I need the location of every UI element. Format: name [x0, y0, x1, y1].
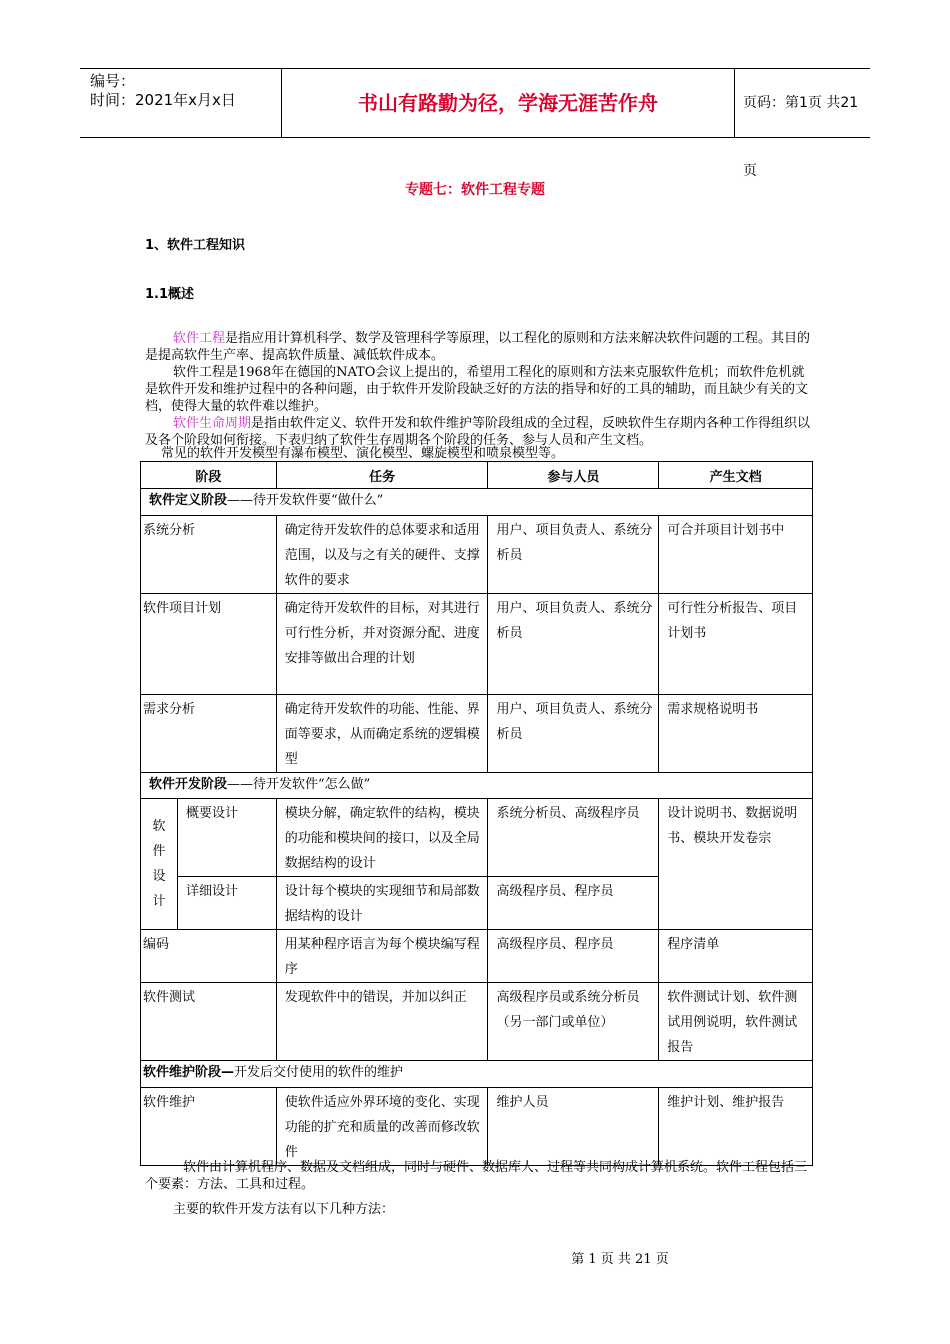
term-software-lifecycle: 软件生命周期	[173, 416, 252, 431]
cell-people: 用户、项目负责人、系统分析员	[488, 516, 659, 594]
table-section-row	[141, 773, 813, 799]
table-row	[141, 1088, 813, 1166]
cell-stage: 概要设计	[177, 799, 276, 877]
cell-docs: 设计说明书、数据说明书、模块开发卷宗	[659, 799, 813, 930]
table-row	[141, 983, 813, 1061]
cell-task: 模块分解，确定软件的结构，模块的功能和模块间的接口，以及全局数据结构的设计	[276, 799, 488, 877]
cell-docs: 维护计划、维护报告	[659, 1088, 813, 1166]
header-number: 编号：	[90, 72, 136, 90]
cell-task: 确定待开发软件的目标，对其进行可行性分析，并对资源分配、进度安排等做出合理的计划	[276, 594, 488, 695]
header-time: 时间：2021年x月x日	[90, 91, 236, 109]
header-meta	[80, 69, 282, 137]
cell-task: 使软件适应外界环境的变化、实现功能的扩充和质量的改善而修改软件	[276, 1088, 488, 1166]
header-motto: 书山有路勤为径，学海无涯苦作舟	[282, 69, 735, 137]
cell-task: 用某种程序语言为每个模块编写程序	[276, 930, 488, 983]
table-row	[141, 594, 813, 695]
page-footer: 第 1 页 共 21 页	[571, 1252, 669, 1267]
cell-people: 用户、项目负责人、系统分析员	[488, 695, 659, 773]
table-section-row	[141, 1061, 813, 1088]
section-label: 软件定义阶段	[149, 493, 228, 508]
design-group-char: 件	[152, 844, 166, 859]
table-row	[141, 695, 813, 773]
design-group-char: 计	[152, 894, 166, 909]
term-software-engineering: 软件工程	[173, 331, 226, 346]
table-section-row	[141, 489, 813, 516]
table-row	[141, 516, 813, 594]
page-header	[80, 68, 870, 179]
section-heading-1: 1、软件工程知识	[145, 238, 246, 253]
cell-docs: 可行性分析报告、项目计划书	[659, 594, 813, 695]
paragraph-definition	[145, 330, 815, 364]
design-group-char: 软	[152, 819, 166, 834]
section-development	[141, 773, 813, 799]
cell-stage: 详细设计	[177, 877, 276, 930]
paragraph-methods-intro: 主要的软件开发方法有以下几种方法：	[173, 1202, 395, 1217]
document-title: 专题七：软件工程专题	[405, 182, 545, 198]
section-label: 软件开发阶段	[149, 777, 228, 792]
col-header-task: 任务	[276, 462, 488, 489]
cell-docs: 程序清单	[659, 930, 813, 983]
cell-people: 用户、项目负责人、系统分析员	[488, 594, 659, 695]
cell-stage: 软件项目计划	[141, 594, 277, 695]
design-group-char: 设	[152, 869, 166, 884]
section-definition	[141, 489, 813, 516]
paragraph-text: 是指应用计算机科学、数学及管理科学等原理，以工程化的原则和方法来解决软件问题的工程。其目的是提高软件生产率、提高软件质量、减低软件成本。	[145, 331, 811, 363]
table-row	[141, 930, 813, 983]
section-label: 软件维护阶段—	[143, 1065, 235, 1080]
cell-people: 高级程序员或系统分析员（另一部门或单位）	[488, 983, 659, 1061]
paragraph-models: 常见的软件开发模型有瀑布模型、演化模型、螺旋模型和喷泉模型等。	[161, 446, 565, 461]
paragraph-composition: 软件由计算机程序、数据及文档组成，同时与硬件、数据库人、过程等共同构成计算机系统。软件工程包括三个要素：方法、工具和过程。	[145, 1160, 808, 1192]
cell-stage: 软件测试	[141, 983, 277, 1061]
col-header-people: 参与人员	[488, 462, 659, 489]
section-desc: 开发后交付使用的软件的维护	[234, 1065, 404, 1080]
cell-stage: 软件维护	[141, 1088, 277, 1166]
col-header-docs: 产生文档	[659, 462, 813, 489]
section-maintenance	[141, 1061, 813, 1088]
cell-docs: 软件测试计划、软件测试用例说明，软件测试报告	[659, 983, 813, 1061]
section-desc: ——待开发软件要“做什么”	[227, 493, 384, 508]
paragraph-history: 软件工程是1968年在德国的NATO会议上提出的，希望用工程化的原则和方法来克服软件危机；而软件危机就是软件开发和维护过程中的各种问题，由于软件开发阶段缺乏好的方法的指导和好的工具的辅助，而且缺少有关的文档，使得大量的软件难以维护。	[145, 365, 809, 414]
cell-task: 发现软件中的错误，并加以纠正	[276, 983, 488, 1061]
paragraph-lifecycle	[145, 415, 815, 449]
cell-stage: 需求分析	[141, 695, 277, 773]
cell-task: 确定待开发软件的功能、性能、界面等要求，从而确定系统的逻辑模型	[276, 695, 488, 773]
section-heading-1-1: 1.1概述	[145, 287, 195, 302]
cell-task: 设计每个模块的实现细节和局部数据结构的设计	[276, 877, 488, 930]
lifecycle-table	[140, 461, 813, 1166]
cell-people: 系统分析员、高级程序员	[488, 799, 659, 877]
paragraph-text: 是指由软件定义、软件开发和软件维护等阶段组成的全过程，反映软件生存期内各种工作得组织以及各个阶段如何衔接。下表归纳了软件生存周期各个阶段的任务、参与人员和产生文档。	[145, 416, 811, 448]
header-page-number: 页码：第1页 共21页	[743, 95, 859, 179]
section-desc: ——待开发软件“怎么做”	[227, 777, 371, 792]
cell-design-group	[141, 799, 178, 930]
cell-people: 高级程序员、程序员	[488, 930, 659, 983]
cell-task: 确定待开发软件的总体要求和适用范围，以及与之有关的硬件、支撑软件的要求	[276, 516, 488, 594]
cell-stage: 系统分析	[141, 516, 277, 594]
col-header-stage: 阶段	[141, 462, 277, 489]
table-row	[141, 799, 813, 877]
cell-stage: 编码	[141, 930, 277, 983]
cell-people: 高级程序员、程序员	[488, 877, 659, 930]
table-header-row	[141, 462, 813, 489]
cell-docs: 需求规格说明书	[659, 695, 813, 773]
cell-docs: 可合并项目计划书中	[659, 516, 813, 594]
cell-people: 维护人员	[488, 1088, 659, 1166]
